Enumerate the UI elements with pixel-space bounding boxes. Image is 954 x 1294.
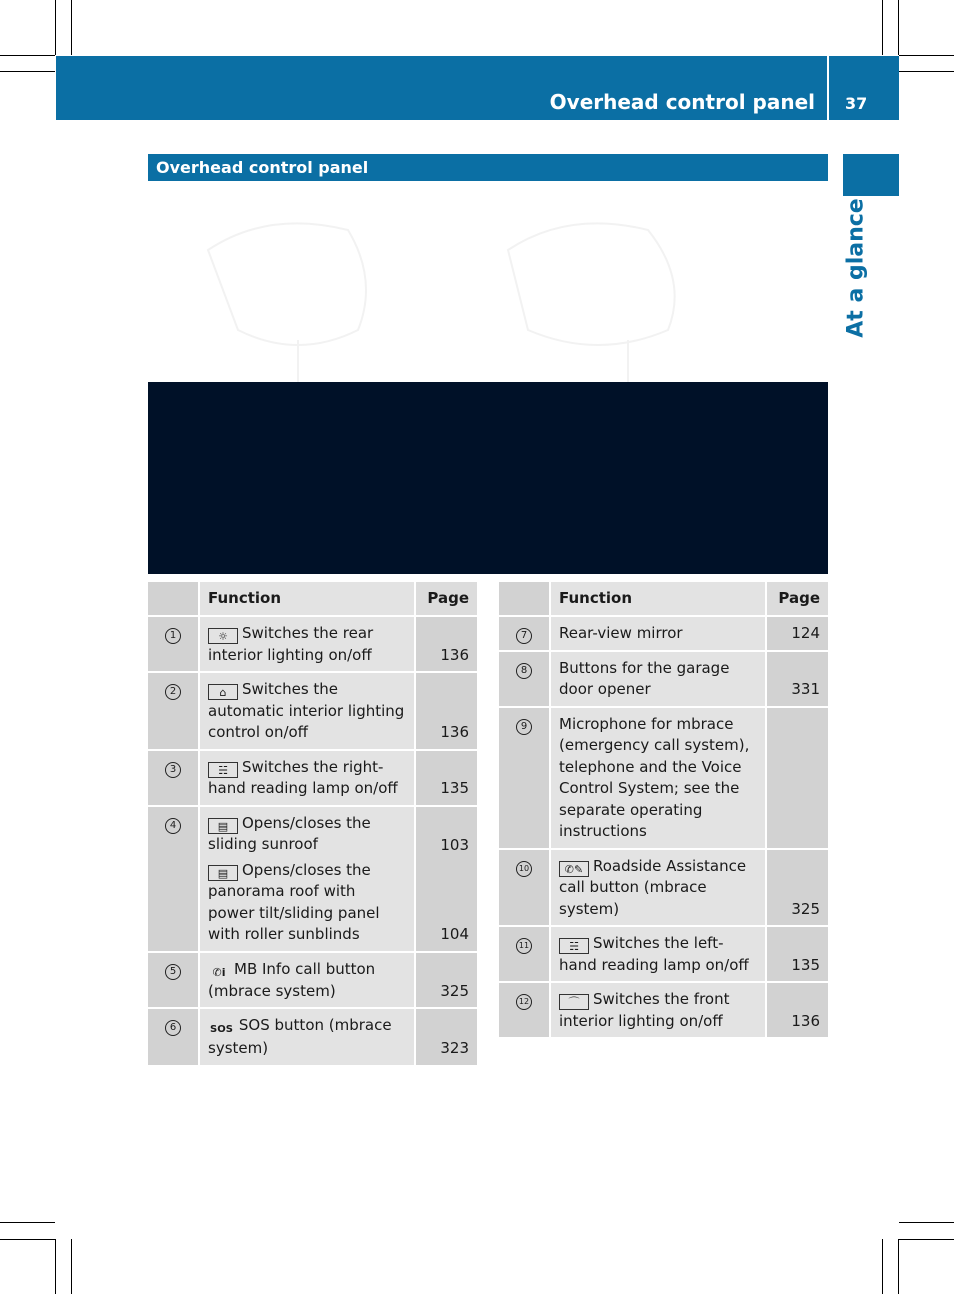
- row-page: 135: [766, 926, 828, 982]
- front-light-icon: ⌒: [559, 994, 589, 1010]
- row-function: ☼ Switches the rear interior lighting on/off: [199, 616, 415, 672]
- row-number: 6: [148, 1008, 199, 1066]
- row-number: 11: [499, 926, 550, 982]
- row-number: 2: [148, 672, 199, 750]
- table-row: [499, 849, 828, 927]
- row-function: ✆✎ Roadside Assistance call button (mbrace system): [550, 849, 766, 927]
- row-page: 136: [415, 672, 477, 750]
- crop-mark: [882, 1239, 883, 1294]
- row-page-sunroof: 103: [440, 835, 469, 854]
- crop-mark: [882, 0, 883, 55]
- row-function: ☵ Switches the right-hand reading lamp on/off: [199, 750, 415, 806]
- table-header-number: [499, 582, 550, 616]
- crop-mark: [55, 0, 56, 55]
- row-page: [415, 806, 477, 952]
- header-divider: [827, 56, 829, 120]
- table-row: [499, 982, 828, 1038]
- row-number: 9: [499, 707, 550, 849]
- row-number: 1: [148, 616, 199, 672]
- page-header-title: Overhead control panel: [549, 90, 815, 114]
- section-title: Overhead control panel: [156, 158, 369, 177]
- side-tab-label: At a glance: [843, 198, 869, 338]
- table-header-row: [148, 582, 477, 616]
- crop-mark: [71, 0, 72, 55]
- function-table-right: [499, 582, 828, 1039]
- crop-mark: [0, 55, 55, 56]
- row-number: 3: [148, 750, 199, 806]
- row-number: 8: [499, 651, 550, 707]
- crop-mark: [71, 1239, 72, 1294]
- table-header-function: Function: [550, 582, 766, 616]
- crop-mark: [898, 0, 899, 55]
- crop-mark: [0, 71, 55, 72]
- sos-icon: SOS: [210, 1024, 233, 1035]
- roadside-icon: ✆✎: [559, 861, 589, 877]
- crop-mark: [899, 71, 954, 72]
- side-tab-marker: [843, 154, 899, 196]
- table-header-page: Page: [766, 582, 828, 616]
- crop-mark: [899, 1239, 954, 1240]
- table-row: [499, 707, 828, 849]
- crop-mark: [0, 1239, 55, 1240]
- table-row: [499, 926, 828, 982]
- table-row: [148, 616, 477, 672]
- table-row: [148, 672, 477, 750]
- row-function: ✆i MB Info call button (mbrace system): [199, 952, 415, 1009]
- row-function: SOS SOS button (mbrace system): [199, 1008, 415, 1066]
- row-number: 12: [499, 982, 550, 1038]
- row-function: Microphone for mbrace (emergency call system), telephone and the Voice Control System; see the separate operating instructions: [550, 707, 766, 849]
- table-row: [148, 750, 477, 806]
- crop-mark: [898, 1239, 899, 1294]
- row-function: Rear-view mirror: [550, 616, 766, 651]
- panel-illustration-faint: [148, 190, 828, 382]
- overhead-panel-photo: [148, 382, 828, 574]
- row-page-panorama: 104: [440, 925, 469, 943]
- row-page: 323: [415, 1008, 477, 1066]
- row-page: 136: [415, 616, 477, 672]
- sunroof-icon: ▤: [208, 818, 238, 834]
- row-page: 136: [766, 982, 828, 1038]
- table-header-page: Page: [415, 582, 477, 616]
- crop-mark: [0, 1222, 55, 1223]
- function-table-left: [148, 582, 477, 1067]
- reading-lamp-icon: ☵: [208, 762, 238, 778]
- mb-info-icon: ✆i: [212, 965, 226, 979]
- panorama-roof-icon: ▤: [208, 865, 238, 881]
- page-header: [56, 56, 899, 120]
- row-page: 325: [415, 952, 477, 1009]
- row-number: 5: [148, 952, 199, 1009]
- page-number: 37: [845, 94, 868, 113]
- crop-mark: [55, 1239, 56, 1294]
- auto-light-icon: ⌂: [208, 684, 238, 700]
- row-number: 10: [499, 849, 550, 927]
- row-number: 4: [148, 806, 199, 952]
- table-header-row: [499, 582, 828, 616]
- row-page: 124: [766, 616, 828, 651]
- table-header-function: Function: [199, 582, 415, 616]
- row-function: Buttons for the garage door opener: [550, 651, 766, 707]
- reading-lamp-left-icon: ☵: [559, 938, 589, 954]
- row-page: [766, 707, 828, 849]
- table-row: [148, 806, 477, 952]
- section-heading: [148, 154, 828, 181]
- row-page: 135: [415, 750, 477, 806]
- row-function: ⌂ Switches the automatic interior lighting control on/off: [199, 672, 415, 750]
- table-row: [499, 651, 828, 707]
- row-function: ☵ Switches the left-hand reading lamp on/off: [550, 926, 766, 982]
- row-function: ⌒ Switches the front interior lighting on/off: [550, 982, 766, 1038]
- table-row: [499, 616, 828, 651]
- row-number: 7: [499, 616, 550, 651]
- table-row: [148, 952, 477, 1009]
- table-header-number: [148, 582, 199, 616]
- table-row: [148, 1008, 477, 1066]
- crop-mark: [899, 55, 954, 56]
- row-function: ▤ Opens/closes the sliding sunroof ▤ Opens/closes the panorama roof with power tilt/sliding panel with roller sunblinds: [199, 806, 415, 952]
- rear-light-icon: ☼: [208, 628, 238, 644]
- crop-mark: [899, 1222, 954, 1223]
- row-page: 331: [766, 651, 828, 707]
- row-page: 325: [766, 849, 828, 927]
